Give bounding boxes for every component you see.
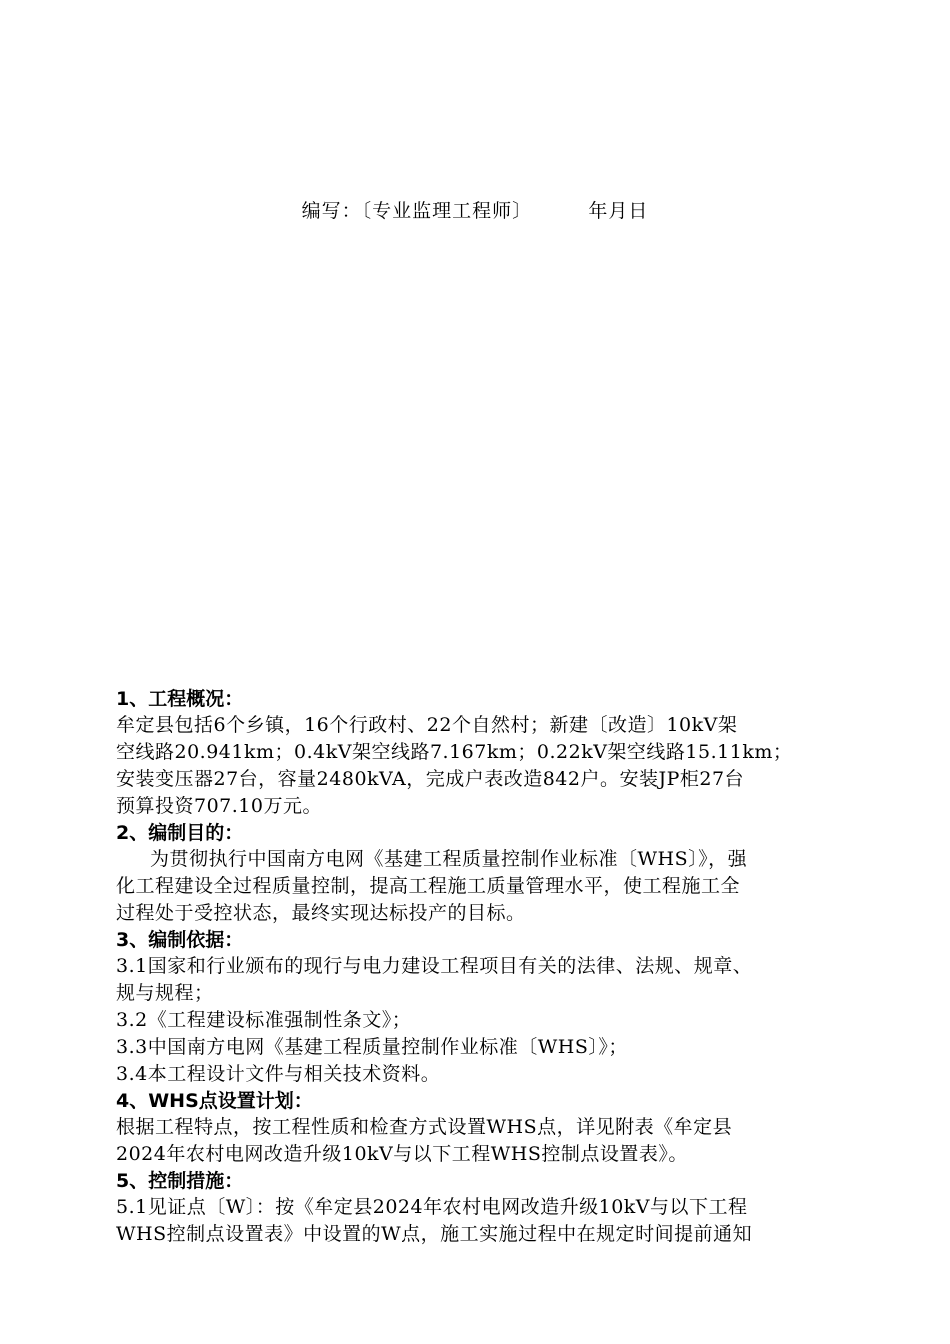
body-line: 牟定县包括6个乡镇，16个行政村、22个自然村；新建〔改造〕10kV架	[116, 714, 738, 736]
section-heading: 5、控制措施：	[116, 1170, 244, 1192]
body-line: 规与规程；	[116, 982, 214, 1004]
section-basis	[116, 927, 846, 1088]
body-line: 过程处于受控状态，最终实现达标投产的目标。	[116, 902, 526, 924]
author-date-line: 编写：〔专业监理工程师〕 年月日	[301, 200, 649, 222]
body-line: 3.4本工程设计文件与相关技术资料。	[116, 1063, 441, 1085]
body-line: 3.3中国南方电网《基建工程质量控制作业标准〔WHS〕》；	[116, 1036, 628, 1058]
body-line: 2024年农村电网改造升级10kV与以下工程WHS控制点设置表》。	[116, 1143, 688, 1165]
body-line: 根据工程特点，按工程性质和检查方式设置WHS点，详见附表《牟定县	[116, 1116, 733, 1138]
section-heading: 4、WHS点设置计划：	[116, 1090, 313, 1112]
section-heading: 2、编制目的：	[116, 822, 244, 844]
section-control-measures	[116, 1168, 846, 1248]
body-line: 5.1见证点〔W〕：按《牟定县2024年农村电网改造升级10kV与以下工程	[116, 1196, 748, 1218]
body-line: 预算投资707.10万元。	[116, 795, 322, 817]
document-body	[116, 686, 846, 1248]
body-line: 为贯彻执行中国南方电网《基建工程质量控制作业标准〔WHS〕》，强	[150, 848, 748, 870]
section-heading: 3、编制依据：	[116, 929, 244, 951]
section-whs-plan	[116, 1088, 846, 1168]
body-line: 空线路20.941km；0.4kV架空线路7.167km；0.22kV架空线路15.11km；	[116, 741, 793, 763]
body-line: WHS控制点设置表》中设置的W点，施工实施过程中在规定时间提前通知	[116, 1223, 753, 1245]
body-line: 安装变压器27台，容量2480kVA，完成户表改造842户。安装JP柜27台	[116, 768, 745, 790]
section-project-overview	[116, 686, 846, 820]
body-line: 3.1国家和行业颁布的现行与电力建设工程项目有关的法律、法规、规章、	[116, 955, 753, 977]
section-heading: 1、工程概况：	[116, 688, 244, 710]
body-line: 3.2《工程建设标准强制性条文》；	[116, 1009, 412, 1031]
section-purpose	[116, 820, 846, 927]
body-line: 化工程建设全过程质量控制，提高工程施工质量管理水平，使工程施工全	[116, 875, 741, 897]
